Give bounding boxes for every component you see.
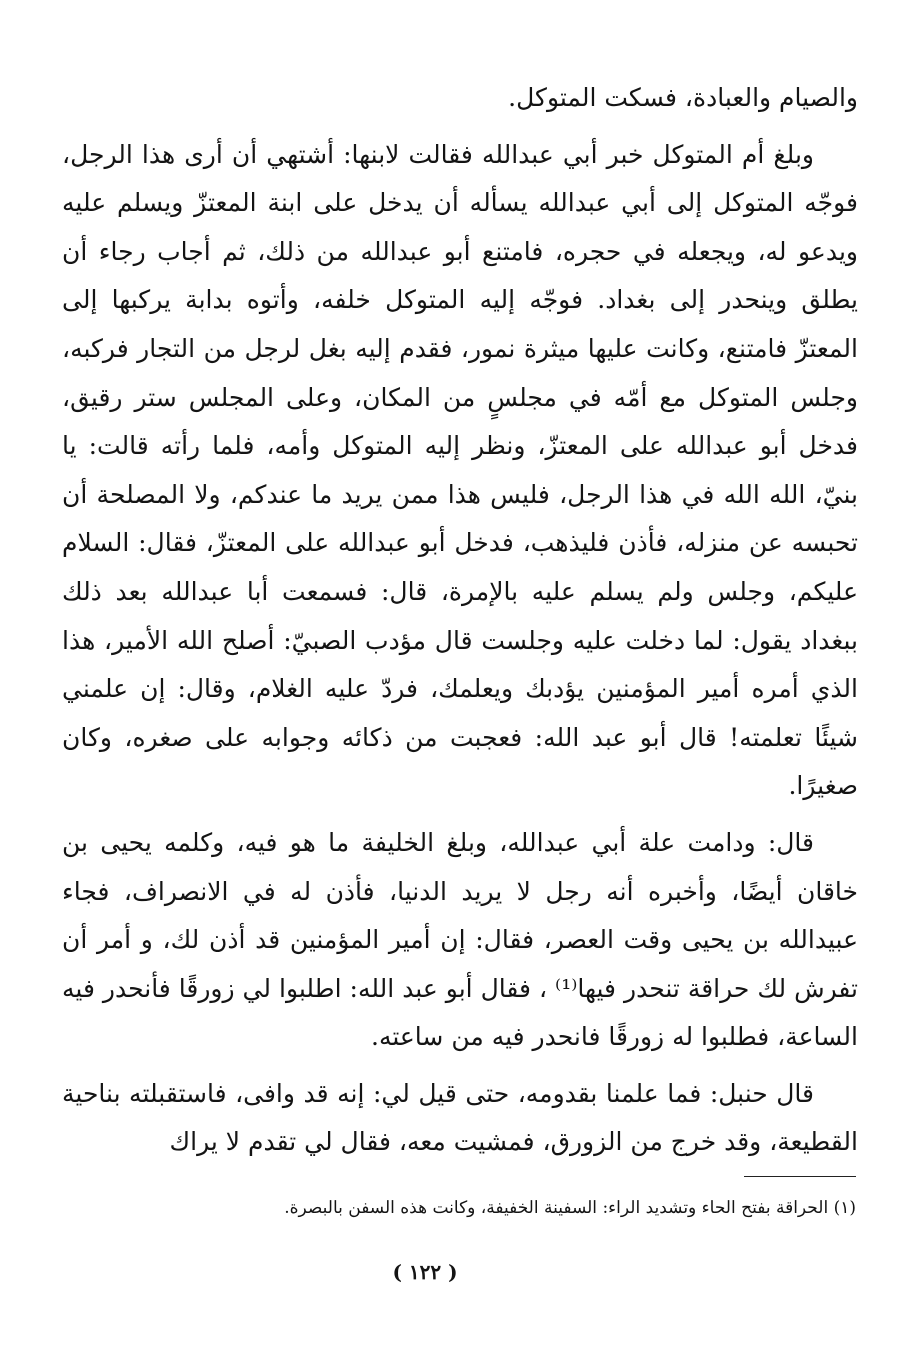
paragraph-continuation: والصيام والعبادة، فسكت المتوكل.	[508, 83, 858, 112]
footnote	[66, 1196, 856, 1220]
page-number: ( ١٢٢ )	[392, 1260, 458, 1284]
book-page	[62, 74, 858, 1167]
footnote-separator	[744, 1176, 856, 1177]
paragraph-mother-of-mutawakkil: وبلغ أم المتوكل خبر أبي عبدالله فقالت لابنها: أشتهي أن أرى هذا الرجل، فوجّه المتوكل إلى أبي عبدالله يسأله أن يدخل على ابنة المعتزّ ويسلم عليه ويدعو له، ويجعله في حجره، فامتنع أبو عبدالله من ذلك، ثم أجاب رجاء أن يطلق وينحدر إلى بغداد. فوجّه إليه المتوكل خلفه، وأتوه بدابة يركبها إلى المعتزّ فامتنع، وكانت عليها ميثرة نمور، فقدم إليه بغل لرجل من التجار فركبه، وجلس المتوكل مع أمّه في مجلسٍ من المكان، وعلى المجلس ستر رقيق، فدخل أبو عبدالله على المعتزّ، ونظر إليه المتوكل وأمه، فلما رأته قالت: يا بنيّ، الله الله في هذا الرجل، فليس هذا ممن يريد ما عندكم، ولا المصلحة أن تحبسه عن منزله، فأذن فليذهب، فدخل أبو عبدالله على المعتزّ، فقال: السلام عليكم، وجلس ولم يسلم عليه بالإمرة، قال: فسمعت أبا عبدالله بعد ذلك ببغداد يقول: لما دخلت عليه وجلست قال مؤدب الصبيّ: أصلح الله الأمير، هذا الذي أمره أمير المؤمنين يؤدبك ويعلمك، فردّ عليه الغلام، وقال: إن علمني شيئًا تعلمته! قال أبو عبد الله: فعجبت من ذكائه وجوابه على صغره، وكان صغيرًا.	[62, 139, 858, 801]
footnote-text: (١) الحراقة بفتح الحاء وتشديد الراء: السفينة الخفيفة، وكانت هذه السفن بالبصرة.	[284, 1198, 856, 1218]
paragraph-hanbal-arrival: قال حنبل: فما علمنا بقدومه، حتى قيل لي: إنه قد وافى، فاستقبلته بناحية القطيعة، وقد خرج من الزورق، فمشيت معه، فقال لي تقدم لا يراك	[62, 1078, 858, 1157]
paragraph-illness-and-departure: قال: ودامت علة أبي عبدالله، وبلغ الخليفة ما هو فيه، وكلمه يحيى بن خاقان أيضًا، وأخبره أنه رجل لا يريد الدنيا، فأذن له في الانصراف، فجاء عبيدالله بن يحيى وقت العصر، فقال: إن أمير المؤمنين قد أذن لك، و أمر أن تفرش لك حراقة تنحدر فيها⁽¹⁾ ، فقال أبو عبد الله: اطلبوا لي زورقًا فأنحدر فيه الساعة، فطلبوا له زورقًا فانحدر فيه من ساعته.	[62, 827, 858, 1052]
